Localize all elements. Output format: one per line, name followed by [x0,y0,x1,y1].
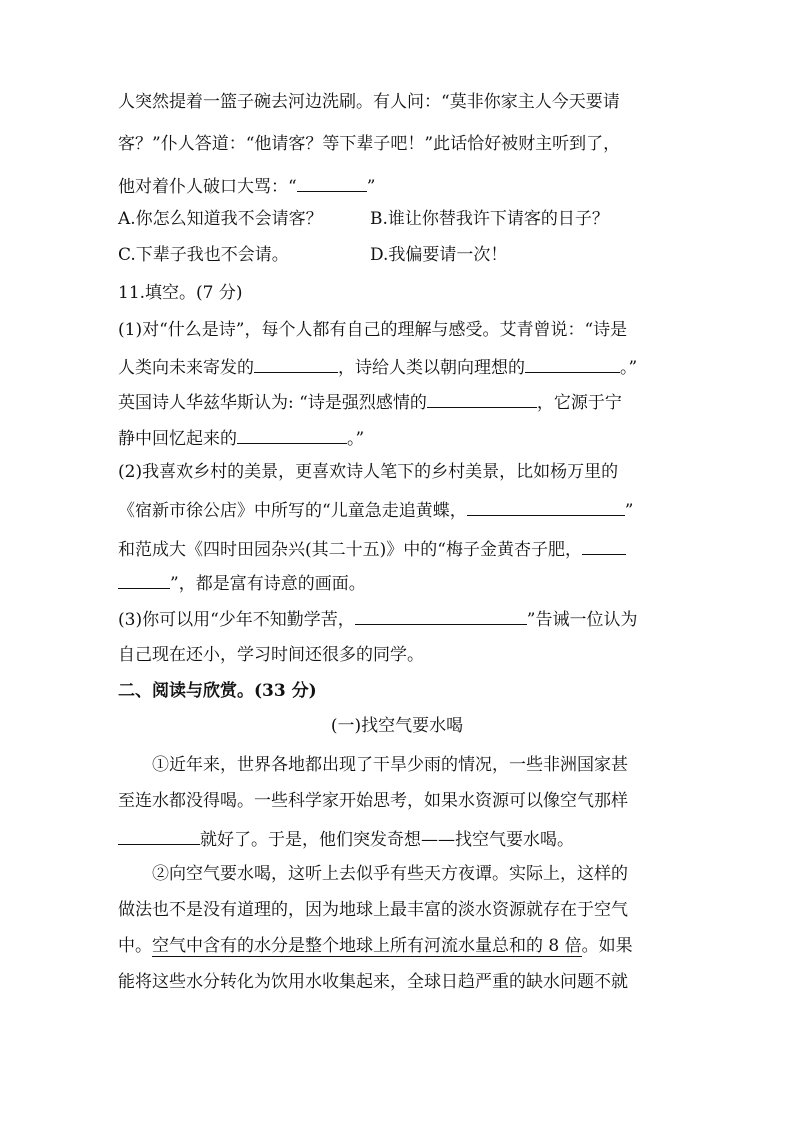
blank-plum-1[interactable] [582,536,626,555]
q11-p1-line4-b: 。” [347,429,365,449]
q11-p3-line1-b: ”告诫一位认为 [526,610,638,630]
context-line-3-text: 他对着仆人破口大骂：“ [118,177,297,197]
q11-p2-line2-b: ” [624,501,634,521]
blank-plum-2[interactable] [118,570,170,589]
q11-p2-line2 [118,497,678,523]
q11-p3-line1-a: (3)你可以用“少年不知勤学苦， [118,610,355,630]
option-c: C.下辈子我也不会请。 [118,245,289,265]
q11-p1-line3-b: ，它源于宁 [536,393,622,413]
blank-future[interactable] [254,354,338,373]
options-row-1 [118,207,678,231]
q11-p2-line4-a: ”，都是富有诗意的画面。 [170,574,366,594]
q11-p2-line3 [118,536,678,562]
q11-p2-line4 [118,570,678,596]
para2-line3-a: 中。 [118,936,152,956]
q11-p2-line1: (2)我喜欢乡村的美景，更喜欢诗人笔下的乡村美景，比如杨万里的 [118,462,619,482]
q11-title: 11.填空。(7 分) [118,283,243,303]
blank-emotion[interactable] [427,389,537,408]
q11-p1-line4-a: 静中回忆起来的 [118,429,237,449]
option-b: B.谁让你替我许下请客的日子？ [370,209,609,229]
para1-line3 [118,826,678,852]
para1-line3-b: 就好了。于是，他们突发奇想——找空气要水喝。 [200,830,574,850]
options-row-2 [118,243,678,267]
blank-butterfly[interactable] [467,497,625,516]
answer-blank[interactable] [297,173,367,192]
context-close-quote: ” [366,177,376,197]
passage-title: (一)找空气要水喝 [330,716,464,736]
section2-title: 二、阅读与欣赏。(33 分) [118,681,317,701]
para2-line2: 做法也不是没有道理的，因为地球上最丰富的淡水资源就存在于空气 [118,900,628,920]
q11-p1-line2-b: ，诗给人类以朝向理想的 [338,358,525,378]
q11-p1-line2 [118,354,678,380]
q11-p3-line2: 自己现在还小，学习时间还很多的同学。 [118,645,424,665]
q11-p1-line3 [118,389,678,415]
q11-p1-line2-c: 。” [620,358,638,378]
q11-p1-line4 [118,425,678,451]
option-d: D.我偏要请一次！ [370,245,508,265]
para1-line2: 至连水都没得喝。一些科学家开始思考，如果水资源可以像空气那样 [118,791,628,811]
blank-ideal[interactable] [525,354,620,373]
q11-p3-line1 [118,606,678,632]
blank-calm[interactable] [237,425,347,444]
para1-line1: ①近年来，世界各地都出现了干旱少雨的情况，一些非洲国家甚 [152,755,628,775]
q11-p1-line1: (1)对“什么是诗”，每个人都有自己的理解与感受。艾青曾说：“诗是 [118,320,628,340]
q11-p1-line3-a: 英国诗人华兹华斯认为: “诗是强烈感情的 [118,393,427,413]
underlined-sentence: 空气中含有的水分是整个地球上所有河流水量总和的 8 倍 [152,936,582,956]
option-a: A.你怎么知道我不会请客？ [118,209,323,229]
q11-p2-line3-a: 和范成大《四时田园杂兴(其二十五)》中的“梅子金黄杏子肥， [118,540,582,560]
blank-air[interactable] [118,826,200,845]
para2-line3 [118,934,678,958]
para2-line3-c: 。如果 [581,936,633,956]
context-line-2: 客？”仆人答道：“他请客？等下辈子吧！”此话恰好被财主听到了， [118,134,621,154]
blank-study[interactable] [355,606,527,625]
q11-p2-line2-a: 《宿新市徐公店》中所写的“儿童急走追黄蝶， [118,501,467,521]
para2-line4: 能将这些水分转化为饮用水收集起来，全球日趋严重的缺水问题不就 [118,972,628,992]
context-line-3 [118,173,678,199]
q11-p1-line2-a: 人类向未来寄发的 [118,358,254,378]
para2-line1: ②向空气要水喝，这听上去似乎有些天方夜谭。实际上，这样的 [152,864,628,884]
context-line-1: 人突然提着一篮子碗去河边洗刷。有人问：“莫非你家主人今天要请 [118,92,620,112]
